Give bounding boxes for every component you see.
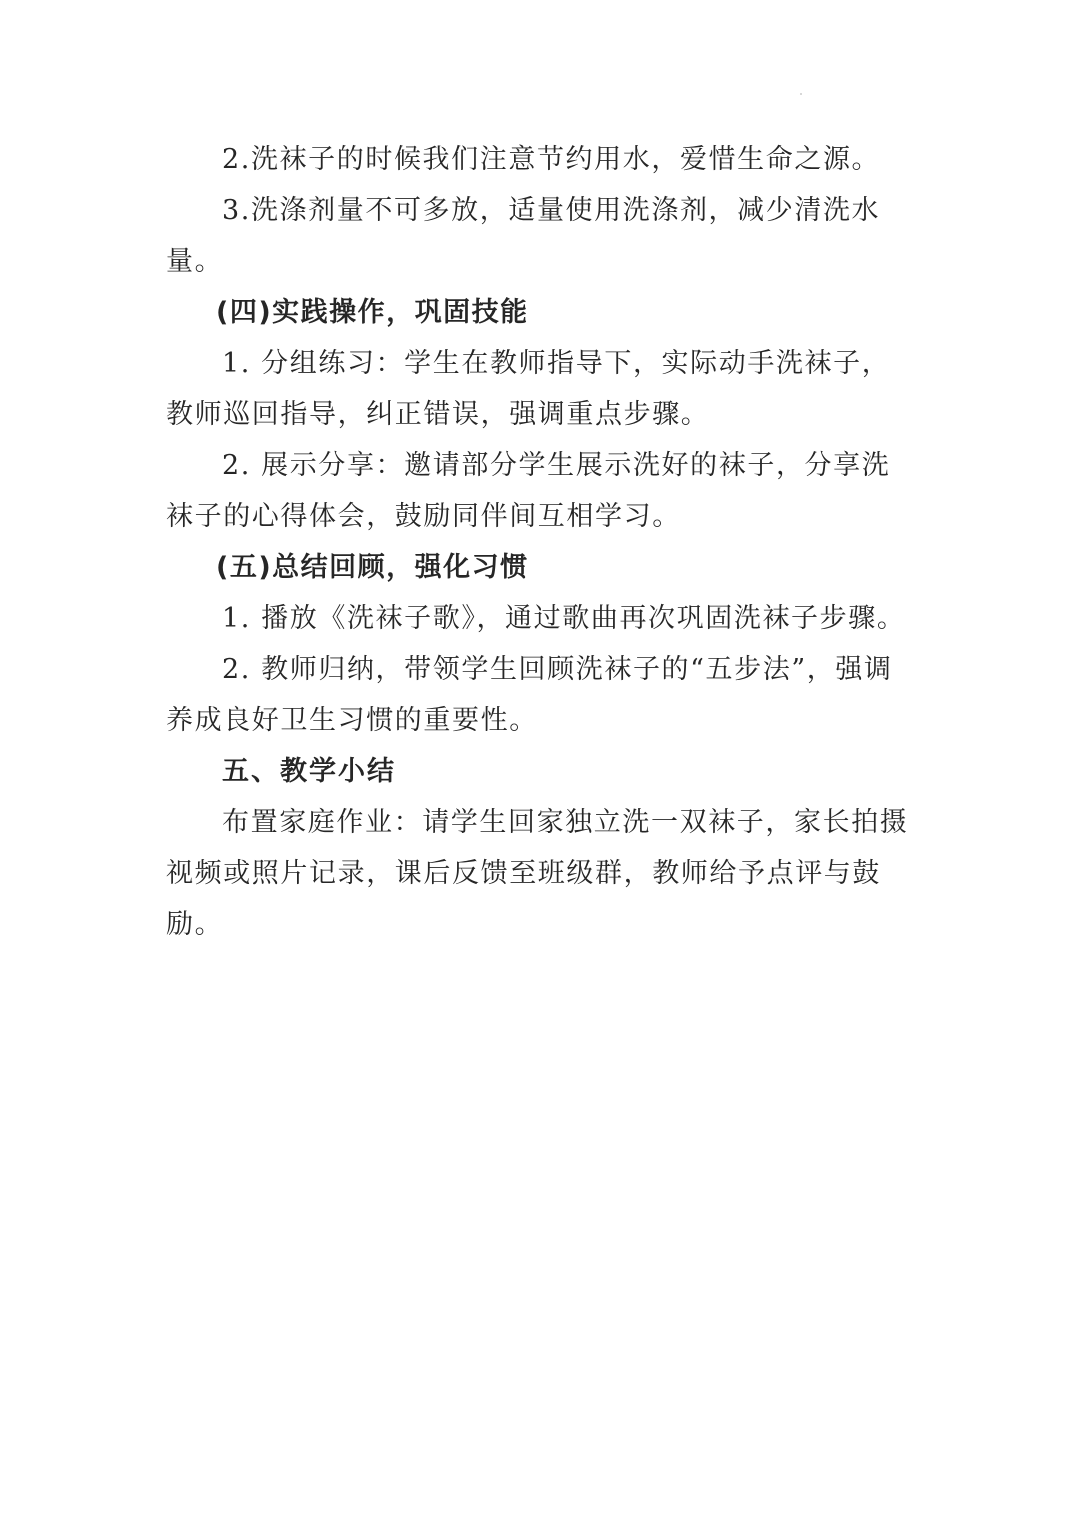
subheading-practice: (四)实践操作，巩固技能 [216,297,529,328]
paragraph-show-share: 2. 展示分享：邀请部分学生展示洗好的袜子，分享洗袜子的心得体会，鼓励同伴间互相学习。 [166,450,891,532]
paragraph-summary: 2. 教师归纳，带领学生回顾洗袜子的“五步法”，强调养成良好卫生习惯的重要性。 [166,654,893,736]
document-body [166,134,918,950]
paragraph-group-practice: 1. 分组练习：学生在教师指导下，实际动手洗袜子，教师巡回指导，纠正错误，强调重点步骤。 [166,348,891,430]
paragraph-detergent: 3.洗涤剂量不可多放，适量使用洗涤剂，减少清洗水量。 [166,195,881,277]
paragraph-homework: 布置家庭作业：请学生回家独立洗一双袜子，家长拍摄视频或照片记录，课后反馈至班级群，教师给予点评与鼓励。 [166,807,909,940]
subheading-review: (五)总结回顾，强化习惯 [216,552,529,583]
section-heading-teaching-summary: 五、教学小结 [222,756,396,787]
paragraph-water-saving: 2.洗袜子的时候我们注意节约用水，爱惜生命之源。 [222,144,881,175]
paragraph-song: 1. 播放《洗袜子歌》，通过歌曲再次巩固洗袜子步骤。 [222,603,906,634]
scan-speck [800,93,802,95]
